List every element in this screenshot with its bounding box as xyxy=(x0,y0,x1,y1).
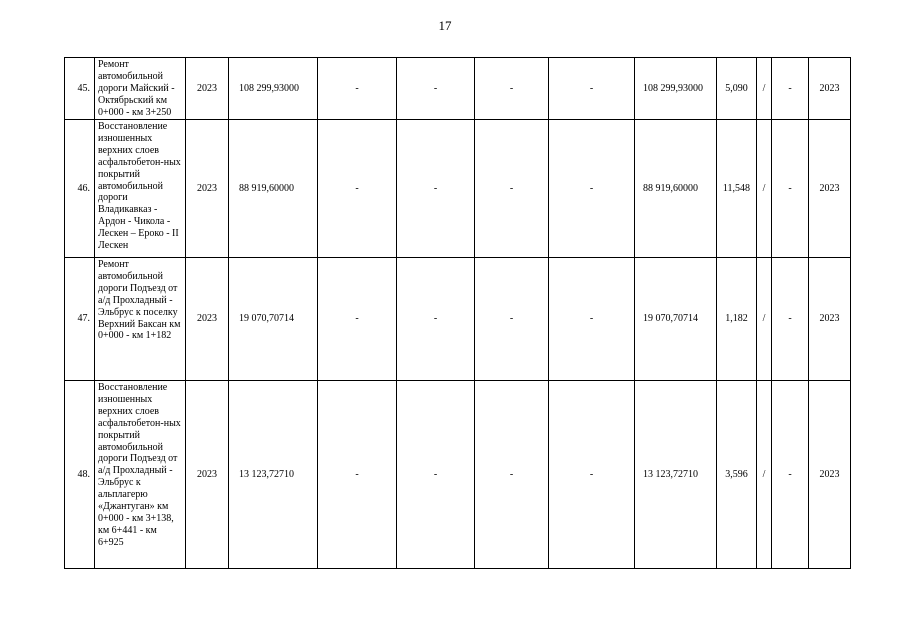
row-number: 48. xyxy=(65,381,95,569)
empty-cell: - xyxy=(397,381,475,569)
table-row xyxy=(65,381,851,569)
start-year: 2023 xyxy=(186,381,229,569)
total-value: 88 919,60000 xyxy=(635,120,717,258)
roads-table xyxy=(64,57,851,569)
empty-cell: - xyxy=(475,258,549,381)
total-value: 108 299,93000 xyxy=(635,58,717,120)
length-km: 5,090 xyxy=(717,58,757,120)
empty-cell: - xyxy=(475,381,549,569)
empty-cell: - xyxy=(318,381,397,569)
empty-cell: - xyxy=(475,120,549,258)
start-year: 2023 xyxy=(186,258,229,381)
dash-cell: - xyxy=(772,258,809,381)
start-year: 2023 xyxy=(186,58,229,120)
table-row xyxy=(65,258,851,381)
end-year: 2023 xyxy=(809,120,851,258)
cost-value: 13 123,72710 xyxy=(229,381,318,569)
empty-cell: - xyxy=(318,120,397,258)
slash-cell: / xyxy=(757,258,772,381)
empty-cell: - xyxy=(549,381,635,569)
empty-cell: - xyxy=(549,258,635,381)
object-name: Ремонт автомобильной дороги Подъезд от а/д Прохладный - Эльбрус к поселку Верхний Баксан км 0+000 - км 1+182 xyxy=(95,258,186,381)
table-row xyxy=(65,58,851,120)
empty-cell: - xyxy=(318,58,397,120)
empty-cell: - xyxy=(475,58,549,120)
empty-cell: - xyxy=(397,58,475,120)
end-year: 2023 xyxy=(809,258,851,381)
row-number: 45. xyxy=(65,58,95,120)
length-km: 1,182 xyxy=(717,258,757,381)
object-name: Ремонт автомобильной дороги Майский - Октябрьский км 0+000 - км 3+250 xyxy=(95,58,186,120)
slash-cell: / xyxy=(757,381,772,569)
page-number: 17 xyxy=(438,18,452,33)
cost-value: 88 919,60000 xyxy=(229,120,318,258)
empty-cell: - xyxy=(318,258,397,381)
length-km: 11,548 xyxy=(717,120,757,258)
table-row xyxy=(65,120,851,258)
start-year: 2023 xyxy=(186,120,229,258)
cost-value: 108 299,93000 xyxy=(229,58,318,120)
end-year: 2023 xyxy=(809,381,851,569)
cost-value: 19 070,70714 xyxy=(229,258,318,381)
end-year: 2023 xyxy=(809,58,851,120)
row-number: 47. xyxy=(65,258,95,381)
empty-cell: - xyxy=(397,120,475,258)
slash-cell: / xyxy=(757,58,772,120)
total-value: 13 123,72710 xyxy=(635,381,717,569)
total-value: 19 070,70714 xyxy=(635,258,717,381)
empty-cell: - xyxy=(549,58,635,120)
empty-cell: - xyxy=(397,258,475,381)
dash-cell: - xyxy=(772,58,809,120)
dash-cell: - xyxy=(772,381,809,569)
empty-cell: - xyxy=(549,120,635,258)
row-number: 46. xyxy=(65,120,95,258)
object-name: Восстановление изношенных верхних слоев асфальтобетон-ных покрытий автомобильной дороги Владикавказ - Ардон - Чикола - Лескен – Ероко - II Лескен xyxy=(95,120,186,258)
slash-cell: / xyxy=(757,120,772,258)
object-name: Восстановление изношенных верхних слоев асфальтобетон-ных покрытий автомобильной дороги Подъезд от а/д Прохладный - Эльбрус к альплагерю «Джантуган» км 0+000 - км 3+138, км 6+441 - км 6+925 xyxy=(95,381,186,569)
length-km: 3,596 xyxy=(717,381,757,569)
dash-cell: - xyxy=(772,120,809,258)
